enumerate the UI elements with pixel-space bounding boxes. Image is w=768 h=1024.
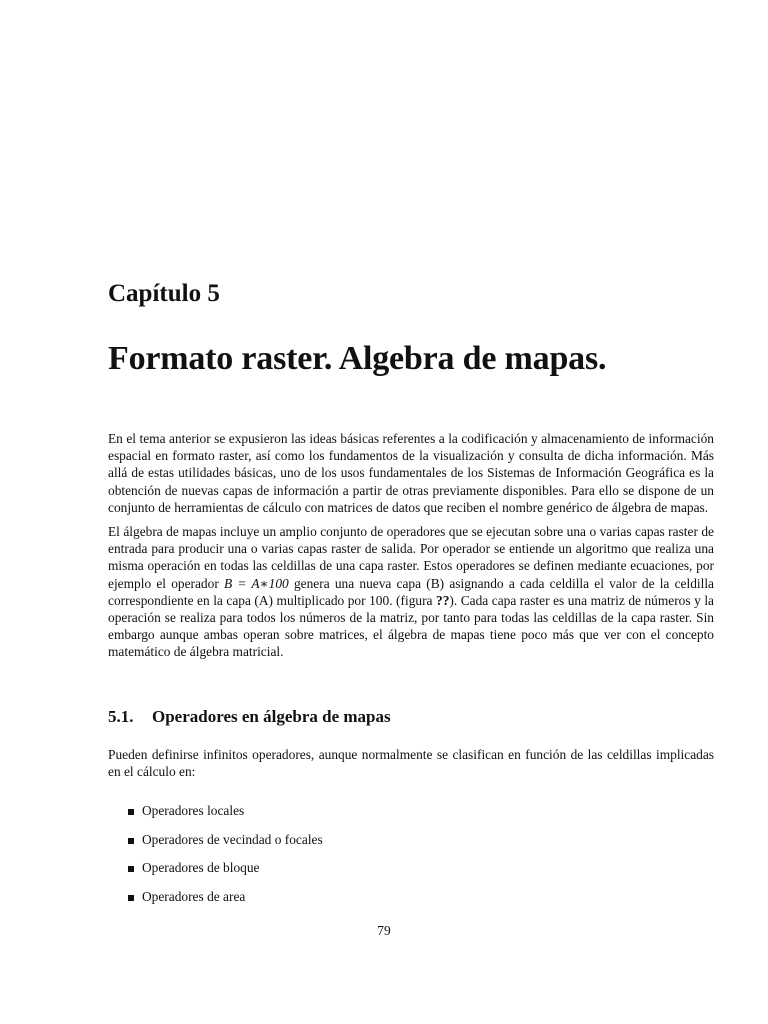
section-number: 5.1. [108,707,134,726]
bullet-icon [128,838,134,844]
list-item [128,802,323,831]
list-item-label: Operadores de vecindad o focales [142,831,323,847]
bullet-icon [128,866,134,872]
paragraph-map-algebra [108,523,714,661]
paragraph-text-part: El álgebra de mapas incluye un amplio conjunto de operadores que se ejecutan sobre una o varias capas raster de entrada para producir una o varias capas raster de salida. Por operador se entiende un algoritmo que realiza una misma operación en todas las celdillas de una capa raster. Estos operadores se definen mediante ecuaciones, por ejemplo el operador [108,524,714,591]
bullet-icon [128,809,134,815]
list-item-label: Operadores de bloque [142,860,260,875]
paragraph-intro: En el tema anterior se expusieron las ideas básicas referentes a la codificación y almacenamiento de información espacial en formato raster, así como los fundamentos de la visualización y consulta de dicha información. Más allá de estas utilidades básicas, uno de los usos fundamentales de los Sistemas de Información Geográfica es la obtención de nuevas capas de información a partir de otras previamente disponibles. Para ello se dispone de un conjunto de herramientas de cálculo con matrices de datos que reciben el nombre genérico de álgebra de mapas. [108,431,714,515]
section-heading [108,707,391,727]
list-item-label: Operadores locales [142,803,245,818]
page-number: 79 [377,923,391,938]
chapter-label: Capítulo 5 [108,280,220,307]
section-title: Operadores en álgebra de mapas [152,707,391,726]
paragraph-text-part: ). Cada capa raster es una matriz de números y la operación se realiza para todos los números de la matriz, por tanto para todas las celdillas de la capa raster. Sin embargo aunque ambas operan sobre matrices, el álgebra de mapas tiene poco más que ver con el concepto matemático de álgebra matricial. [108,592,714,660]
list-item [128,859,323,888]
list-item [128,831,323,860]
figure-reference: ?? [436,592,450,608]
section-intro: Pueden definirse infinitos operadores, aunque normalmente se clasifican en función de las celdillas implicadas en el cálculo en: [108,747,714,780]
chapter-title: Formato raster. Algebra de mapas. [108,340,607,377]
formula: B = A∗100 [224,575,289,591]
list-item-label: Operadores de area [142,888,246,904]
list-item [128,888,323,917]
bullet-icon [128,895,134,901]
operator-list [128,802,323,916]
paragraph-text-part: genera una nueva capa (B) asignando a cada celdilla el valor de la celdilla correspondiente en la capa (A) multiplicado por 100. (figura [108,575,714,608]
chapter-body [108,430,714,668]
